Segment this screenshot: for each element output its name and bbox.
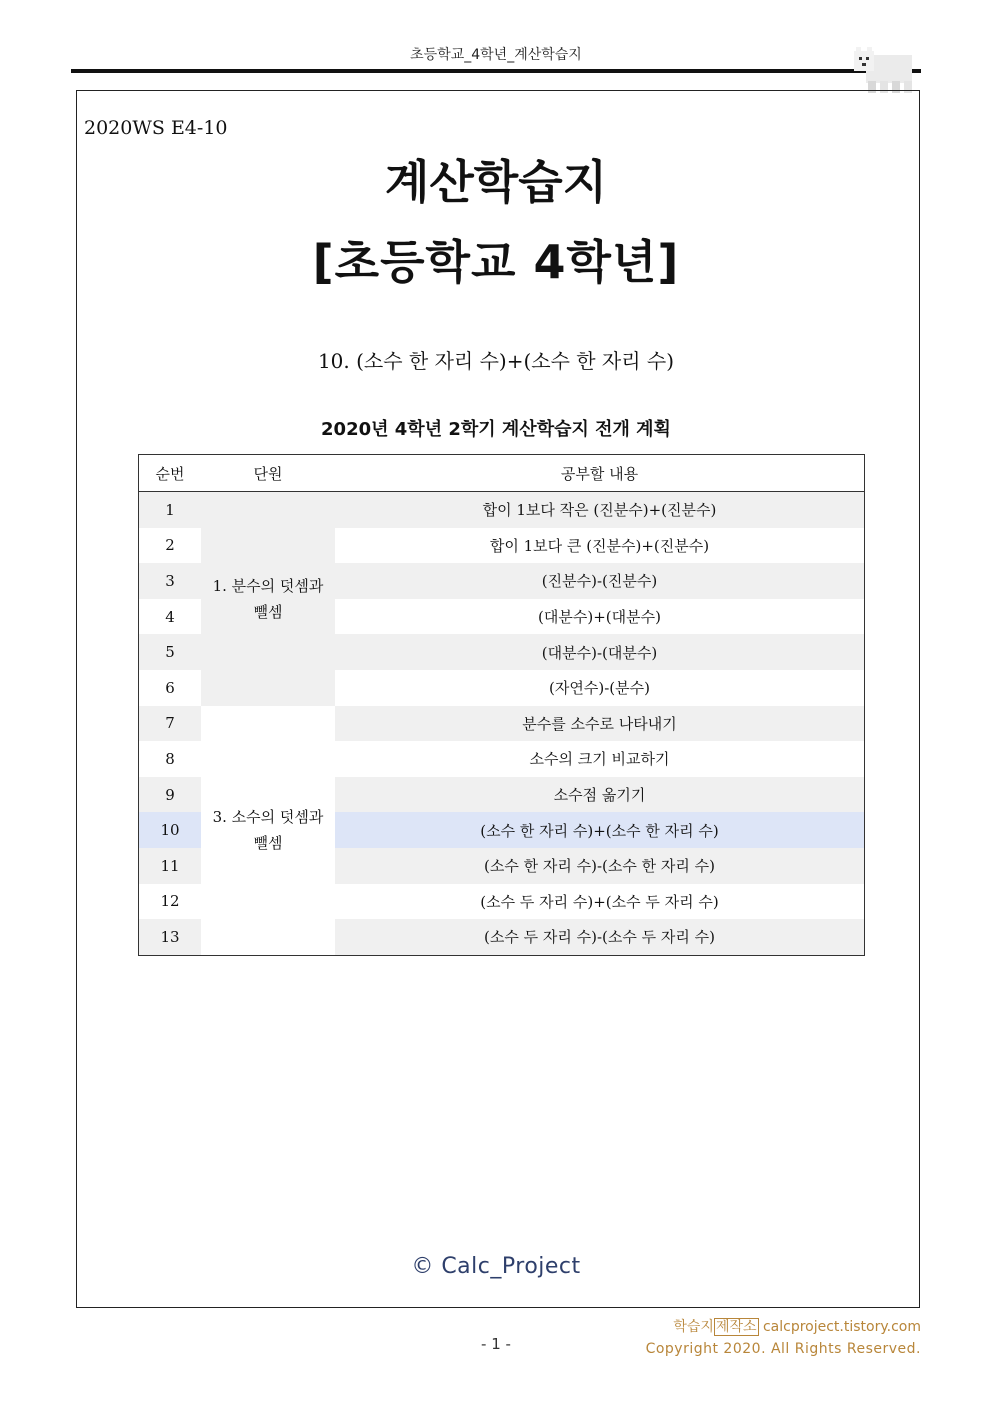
row-content: 소수의 크기 비교하기: [335, 741, 865, 777]
plan-table: [138, 454, 865, 956]
row-content: (소수 두 자리 수)-(소수 두 자리 수): [335, 919, 865, 955]
copyright: Copyright 2020. All Rights Reserved.: [645, 1341, 921, 1357]
table-row: [139, 492, 865, 528]
row-number: 2: [139, 528, 202, 564]
row-content: (소수 두 자리 수)+(소수 두 자리 수): [335, 884, 865, 920]
unit-cell: [201, 492, 335, 706]
page-number: - 1 -: [481, 1335, 511, 1353]
row-number: 5: [139, 634, 202, 670]
row-number: 10: [139, 812, 202, 848]
running-header: 초등학교_4학년_계산학습지: [410, 47, 582, 63]
worksheet-code: 2020WS E4-10: [84, 117, 228, 139]
header-content: 공부할 내용: [335, 455, 865, 492]
row-number: 11: [139, 848, 202, 884]
row-number: 8: [139, 741, 202, 777]
plan-title: 2020년 4학년 2학기 계산학습지 전개 계획: [321, 419, 671, 440]
header-number: 순번: [139, 455, 202, 492]
row-number: 7: [139, 706, 202, 742]
row-content: 분수를 소수로 나타내기: [335, 706, 865, 742]
row-content: 소수점 옮기기: [335, 777, 865, 813]
row-content: (대분수)+(대분수): [335, 599, 865, 635]
row-content: 합이 1보다 큰 (진분수)+(진분수): [335, 528, 865, 564]
row-content: (자연수)-(분수): [335, 670, 865, 706]
footer-brand: © Calc_Project: [411, 1254, 581, 1279]
row-number: 12: [139, 884, 202, 920]
page-subtitle-grade: [초등학교 4학년]: [312, 235, 680, 289]
row-content: (소수 한 자리 수)+(소수 한 자리 수): [335, 812, 865, 848]
credit-prefix: 학습지: [673, 1319, 714, 1335]
row-number: 6: [139, 670, 202, 706]
polar-bear-icon: [852, 45, 916, 95]
row-content: (대분수)-(대분수): [335, 634, 865, 670]
row-number: 1: [139, 492, 202, 528]
credit-boxed: 제작소: [715, 1319, 757, 1335]
credit-line: [673, 1316, 921, 1336]
row-number: 9: [139, 777, 202, 813]
row-content: (소수 한 자리 수)-(소수 한 자리 수): [335, 848, 865, 884]
row-content: (진분수)-(진분수): [335, 563, 865, 599]
row-number: 4: [139, 599, 202, 635]
lesson-title: 10. (소수 한 자리 수)+(소수 한 자리 수): [317, 349, 675, 373]
header-rule: [71, 69, 921, 73]
page-title: 계산학습지: [384, 155, 608, 209]
unit-label: 1. 분수의 덧셈과 뺄셈: [212, 576, 324, 621]
row-number: 3: [139, 563, 202, 599]
credit-site: calcproject.tistory.com: [758, 1319, 921, 1335]
table-header-row: [139, 455, 865, 492]
row-number: 13: [139, 919, 202, 955]
unit-cell: [201, 706, 335, 956]
unit-label: 3. 소수의 덧셈과 뺄셈: [212, 808, 324, 853]
row-content: 합이 1보다 작은 (진분수)+(진분수): [335, 492, 865, 528]
header-unit: 단원: [201, 455, 335, 492]
table-row: [139, 706, 865, 742]
